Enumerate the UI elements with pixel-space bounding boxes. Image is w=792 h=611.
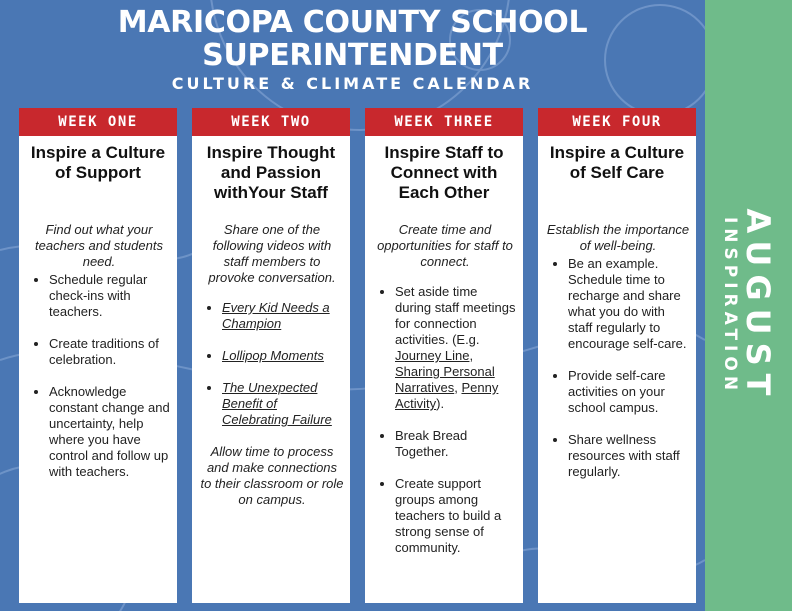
list-item: • Acknowledge constant change and uncertainty, help where you have control and follow up with teachers. xyxy=(49,384,171,480)
week-three-card xyxy=(365,108,523,603)
week-two-card xyxy=(192,108,350,603)
week-two-outro: Allow time to process and make connections to their classroom or role on campus. xyxy=(200,444,344,507)
month-sidebar xyxy=(705,0,792,611)
week-four-intro: Establish the importance of well-being. xyxy=(546,222,690,253)
week-one-intro: Find out what your teachers and students need. xyxy=(35,222,163,269)
week-two-title: Inspire Thought and Passion withYour Staff xyxy=(206,143,336,202)
video-link[interactable]: • Lollipop Moments xyxy=(222,348,344,364)
list-item-text: Set aside time during staff meetings for connection activities. (E.g. xyxy=(395,284,516,347)
list-item: • Provide self-care activities on your school campus. xyxy=(568,368,690,416)
page-title xyxy=(0,6,705,72)
week-four-label: WEEK FOUR xyxy=(538,108,696,136)
week-one-list xyxy=(27,272,171,480)
penny-activity-link[interactable]: Penny Activity xyxy=(395,380,499,411)
week-four-title: Inspire a Culture of Self Care xyxy=(549,143,685,182)
week-four-card xyxy=(538,108,696,603)
video-link[interactable]: • Every Kid Needs a Champion xyxy=(222,300,344,332)
week-one-card xyxy=(19,108,177,603)
week-two-intro: Share one of the following videos with staff members to provoke conversation. xyxy=(208,222,336,285)
page-header xyxy=(0,0,705,93)
list-item: • Create traditions of celebration. xyxy=(49,336,171,368)
title-line-1: MARICOPA COUNTY SCHOOL xyxy=(117,5,588,40)
week-three-title: Inspire Staff to Connect with Each Other xyxy=(384,143,504,202)
sharing-narratives-link[interactable]: Sharing Personal Narratives xyxy=(395,364,495,395)
list-item: • Set aside time during staff meetings for connection activities. (E.g. Journey Line, Sharing Personal Narratives, Penny Activity). xyxy=(395,284,517,412)
week-one-label: WEEK ONE xyxy=(19,108,177,136)
list-item: • Schedule regular check-ins with teachers. xyxy=(49,272,171,320)
list-item: • Share wellness resources with staff regularly. xyxy=(568,432,690,480)
week-four-list xyxy=(546,256,690,480)
list-item: • Create support groups among teachers to build a strong sense of community. xyxy=(395,476,517,556)
theme-label: INSPIRATION xyxy=(720,216,740,396)
list-item: • Be an example. Schedule time to recharge and share what you do with staff regularly to encourage self-care. xyxy=(568,256,690,352)
title-line-2: SUPERINTENDENT xyxy=(202,38,503,73)
page-subtitle: CULTURE & CLIMATE CALENDAR xyxy=(171,74,534,93)
video-link[interactable]: • The Unexpected Benefit of Celebrating Failure xyxy=(222,380,344,428)
week-one-title: Inspire a Culture of Support xyxy=(30,143,166,182)
week-three-intro: Create time and opportunities for staff to connect. xyxy=(377,222,513,269)
list-item-end: ). xyxy=(436,396,445,411)
week-two-label: WEEK TWO xyxy=(192,108,350,136)
journey-line-link[interactable]: Journey Line xyxy=(395,348,470,363)
list-item: • Break Bread Together. xyxy=(395,428,517,460)
month-label: AUGUST xyxy=(739,208,777,404)
week-three-label: WEEK THREE xyxy=(365,108,523,136)
week-three-list xyxy=(373,284,517,556)
video-list xyxy=(200,300,344,428)
